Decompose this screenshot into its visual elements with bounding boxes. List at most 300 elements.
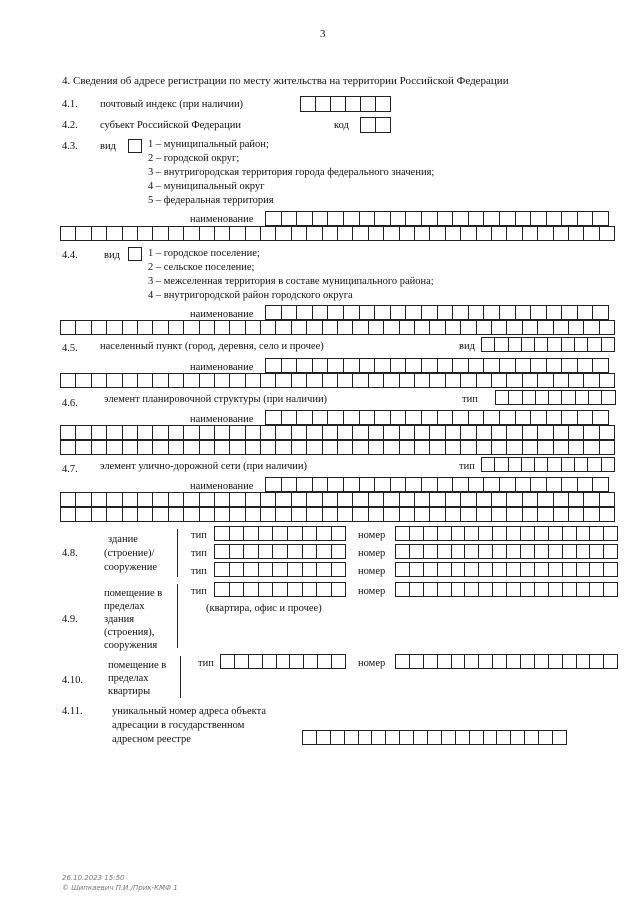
input-cell[interactable] xyxy=(291,507,307,522)
input-cell[interactable] xyxy=(395,562,410,577)
input-cell[interactable] xyxy=(390,358,407,373)
input-cell[interactable] xyxy=(603,654,618,669)
input-cell[interactable] xyxy=(492,582,507,597)
input-cell[interactable] xyxy=(561,211,578,226)
input-cell[interactable] xyxy=(229,507,245,522)
input-cell[interactable] xyxy=(427,730,442,745)
input-cell[interactable] xyxy=(383,440,399,455)
input-cell[interactable] xyxy=(553,373,569,388)
input-cell[interactable] xyxy=(322,373,338,388)
input-cell[interactable] xyxy=(337,226,353,241)
input-cell[interactable] xyxy=(577,477,594,492)
input-cell[interactable] xyxy=(546,305,563,320)
input-cell[interactable] xyxy=(481,337,495,352)
street-type-field[interactable] xyxy=(481,457,614,472)
input-cell[interactable] xyxy=(390,410,407,425)
input-cell[interactable] xyxy=(272,562,288,577)
input-cell[interactable] xyxy=(316,544,332,559)
input-cell[interactable] xyxy=(214,507,230,522)
building-type-field-1[interactable] xyxy=(214,526,345,541)
input-cell[interactable] xyxy=(260,320,276,335)
input-cell[interactable] xyxy=(568,226,584,241)
input-cell[interactable] xyxy=(374,477,391,492)
input-cell[interactable] xyxy=(603,544,618,559)
input-cell[interactable] xyxy=(276,654,291,669)
input-cell[interactable] xyxy=(445,320,461,335)
input-cell[interactable] xyxy=(91,492,107,507)
input-cell[interactable] xyxy=(106,440,122,455)
input-cell[interactable] xyxy=(546,410,563,425)
input-cell[interactable] xyxy=(352,373,368,388)
input-cell[interactable] xyxy=(152,440,168,455)
input-cell[interactable] xyxy=(315,96,331,112)
input-cell[interactable] xyxy=(75,226,91,241)
input-cell[interactable] xyxy=(306,492,322,507)
apartment-room-type-field[interactable] xyxy=(220,654,345,669)
input-cell[interactable] xyxy=(306,507,322,522)
input-cell[interactable] xyxy=(337,507,353,522)
input-cell[interactable] xyxy=(229,226,245,241)
input-cell[interactable] xyxy=(553,425,569,440)
input-cell[interactable] xyxy=(483,730,498,745)
input-cell[interactable] xyxy=(478,526,493,541)
region-code-field[interactable] xyxy=(360,117,390,133)
input-cell[interactable] xyxy=(214,440,230,455)
input-cell[interactable] xyxy=(214,320,230,335)
input-cell[interactable] xyxy=(423,544,438,559)
input-cell[interactable] xyxy=(603,562,618,577)
input-cell[interactable] xyxy=(405,410,422,425)
input-cell[interactable] xyxy=(302,582,318,597)
input-cell[interactable] xyxy=(547,337,561,352)
locality-type-field[interactable] xyxy=(481,337,614,352)
input-cell[interactable] xyxy=(583,492,599,507)
input-cell[interactable] xyxy=(352,226,368,241)
input-cell[interactable] xyxy=(383,226,399,241)
input-cell[interactable] xyxy=(60,425,76,440)
input-cell[interactable] xyxy=(548,390,562,405)
input-cell[interactable] xyxy=(561,410,578,425)
input-cell[interactable] xyxy=(229,425,245,440)
input-cell[interactable] xyxy=(522,492,538,507)
input-cell[interactable] xyxy=(499,477,516,492)
input-cell[interactable] xyxy=(327,211,344,226)
input-cell[interactable] xyxy=(423,654,438,669)
input-cell[interactable] xyxy=(522,425,538,440)
input-cell[interactable] xyxy=(265,477,282,492)
input-cell[interactable] xyxy=(491,226,507,241)
input-cell[interactable] xyxy=(281,477,298,492)
input-cell[interactable] xyxy=(281,305,298,320)
input-cell[interactable] xyxy=(91,440,107,455)
input-cell[interactable] xyxy=(275,320,291,335)
input-cell[interactable] xyxy=(322,492,338,507)
input-cell[interactable] xyxy=(137,507,153,522)
input-cell[interactable] xyxy=(445,440,461,455)
input-cell[interactable] xyxy=(478,544,493,559)
input-cell[interactable] xyxy=(331,526,347,541)
input-cell[interactable] xyxy=(452,358,469,373)
street-name-field-row1[interactable] xyxy=(265,477,608,492)
input-cell[interactable] xyxy=(537,320,553,335)
input-cell[interactable] xyxy=(601,337,615,352)
input-cell[interactable] xyxy=(414,373,430,388)
input-cell[interactable] xyxy=(491,373,507,388)
input-cell[interactable] xyxy=(552,730,567,745)
input-cell[interactable] xyxy=(421,410,438,425)
input-cell[interactable] xyxy=(322,226,338,241)
input-cell[interactable] xyxy=(405,477,422,492)
input-cell[interactable] xyxy=(481,457,495,472)
input-cell[interactable] xyxy=(451,582,466,597)
input-cell[interactable] xyxy=(316,582,332,597)
input-cell[interactable] xyxy=(275,226,291,241)
input-cell[interactable] xyxy=(374,211,391,226)
apartment-room-number-field[interactable] xyxy=(395,654,617,669)
input-cell[interactable] xyxy=(469,730,484,745)
input-cell[interactable] xyxy=(520,544,535,559)
input-cell[interactable] xyxy=(506,526,521,541)
input-cell[interactable] xyxy=(229,492,245,507)
input-cell[interactable] xyxy=(137,492,153,507)
input-cell[interactable] xyxy=(589,526,604,541)
input-cell[interactable] xyxy=(258,544,274,559)
input-cell[interactable] xyxy=(229,320,245,335)
input-cell[interactable] xyxy=(306,373,322,388)
input-cell[interactable] xyxy=(312,477,329,492)
input-cell[interactable] xyxy=(302,544,318,559)
input-cell[interactable] xyxy=(390,211,407,226)
input-cell[interactable] xyxy=(296,410,313,425)
input-cell[interactable] xyxy=(168,226,184,241)
input-cell[interactable] xyxy=(302,730,317,745)
input-cell[interactable] xyxy=(122,373,138,388)
input-cell[interactable] xyxy=(421,477,438,492)
input-cell[interactable] xyxy=(327,410,344,425)
input-cell[interactable] xyxy=(303,654,318,669)
input-cell[interactable] xyxy=(91,373,107,388)
input-cell[interactable] xyxy=(464,544,479,559)
input-cell[interactable] xyxy=(561,457,575,472)
input-cell[interactable] xyxy=(214,562,230,577)
input-cell[interactable] xyxy=(592,410,609,425)
input-cell[interactable] xyxy=(345,96,361,112)
input-cell[interactable] xyxy=(494,457,508,472)
input-cell[interactable] xyxy=(199,425,215,440)
input-cell[interactable] xyxy=(395,582,410,597)
input-cell[interactable] xyxy=(537,492,553,507)
input-cell[interactable] xyxy=(287,544,303,559)
input-cell[interactable] xyxy=(122,507,138,522)
input-cell[interactable] xyxy=(589,654,604,669)
input-cell[interactable] xyxy=(553,226,569,241)
planning-structure-name-field-row1[interactable] xyxy=(265,410,608,425)
input-cell[interactable] xyxy=(534,526,549,541)
input-cell[interactable] xyxy=(316,526,332,541)
input-cell[interactable] xyxy=(183,320,199,335)
input-cell[interactable] xyxy=(312,358,329,373)
input-cell[interactable] xyxy=(260,226,276,241)
input-cell[interactable] xyxy=(137,425,153,440)
input-cell[interactable] xyxy=(538,730,553,745)
input-cell[interactable] xyxy=(272,544,288,559)
input-cell[interactable] xyxy=(460,373,476,388)
input-cell[interactable] xyxy=(445,492,461,507)
input-cell[interactable] xyxy=(214,425,230,440)
input-cell[interactable] xyxy=(352,425,368,440)
input-cell[interactable] xyxy=(395,654,410,669)
input-cell[interactable] xyxy=(106,492,122,507)
input-cell[interactable] xyxy=(60,320,76,335)
input-cell[interactable] xyxy=(451,544,466,559)
input-cell[interactable] xyxy=(337,440,353,455)
input-cell[interactable] xyxy=(599,440,615,455)
input-cell[interactable] xyxy=(506,373,522,388)
input-cell[interactable] xyxy=(534,582,549,597)
input-cell[interactable] xyxy=(576,562,591,577)
input-cell[interactable] xyxy=(587,337,601,352)
input-cell[interactable] xyxy=(75,373,91,388)
input-cell[interactable] xyxy=(168,320,184,335)
input-cell[interactable] xyxy=(534,562,549,577)
input-cell[interactable] xyxy=(521,457,535,472)
input-cell[interactable] xyxy=(352,492,368,507)
planning-structure-name-field-row3[interactable] xyxy=(60,440,614,455)
input-cell[interactable] xyxy=(588,390,602,405)
input-cell[interactable] xyxy=(603,526,618,541)
input-cell[interactable] xyxy=(343,358,360,373)
input-cell[interactable] xyxy=(603,582,618,597)
input-cell[interactable] xyxy=(561,477,578,492)
input-cell[interactable] xyxy=(265,410,282,425)
input-cell[interactable] xyxy=(530,358,547,373)
input-cell[interactable] xyxy=(405,211,422,226)
input-cell[interactable] xyxy=(520,526,535,541)
input-cell[interactable] xyxy=(316,730,331,745)
input-cell[interactable] xyxy=(214,373,230,388)
input-cell[interactable] xyxy=(437,211,454,226)
input-cell[interactable] xyxy=(414,226,430,241)
locality-name-field-row2[interactable] xyxy=(60,373,614,388)
input-cell[interactable] xyxy=(548,654,563,669)
input-cell[interactable] xyxy=(229,582,245,597)
input-cell[interactable] xyxy=(409,544,424,559)
input-cell[interactable] xyxy=(106,320,122,335)
building-number-field-2[interactable] xyxy=(395,544,617,559)
input-cell[interactable] xyxy=(562,562,577,577)
input-cell[interactable] xyxy=(359,211,376,226)
input-cell[interactable] xyxy=(577,358,594,373)
input-cell[interactable] xyxy=(568,507,584,522)
input-cell[interactable] xyxy=(260,425,276,440)
input-cell[interactable] xyxy=(220,654,235,669)
input-cell[interactable] xyxy=(368,226,384,241)
input-cell[interactable] xyxy=(152,373,168,388)
premises-type-field[interactable] xyxy=(214,582,345,597)
input-cell[interactable] xyxy=(368,492,384,507)
input-cell[interactable] xyxy=(483,305,500,320)
input-cell[interactable] xyxy=(522,440,538,455)
input-cell[interactable] xyxy=(229,544,245,559)
input-cell[interactable] xyxy=(506,425,522,440)
input-cell[interactable] xyxy=(306,425,322,440)
input-cell[interactable] xyxy=(275,425,291,440)
input-cell[interactable] xyxy=(429,373,445,388)
input-cell[interactable] xyxy=(291,440,307,455)
input-cell[interactable] xyxy=(468,477,485,492)
input-cell[interactable] xyxy=(60,226,76,241)
input-cell[interactable] xyxy=(359,410,376,425)
input-cell[interactable] xyxy=(199,507,215,522)
input-cell[interactable] xyxy=(492,654,507,669)
input-cell[interactable] xyxy=(296,305,313,320)
input-cell[interactable] xyxy=(243,582,259,597)
input-cell[interactable] xyxy=(106,226,122,241)
input-cell[interactable] xyxy=(331,582,347,597)
input-cell[interactable] xyxy=(478,582,493,597)
input-cell[interactable] xyxy=(359,477,376,492)
input-cell[interactable] xyxy=(464,654,479,669)
input-cell[interactable] xyxy=(510,730,525,745)
input-cell[interactable] xyxy=(521,337,535,352)
input-cell[interactable] xyxy=(258,582,274,597)
input-cell[interactable] xyxy=(106,507,122,522)
input-cell[interactable] xyxy=(429,425,445,440)
input-cell[interactable] xyxy=(583,507,599,522)
input-cell[interactable] xyxy=(515,410,532,425)
input-cell[interactable] xyxy=(423,562,438,577)
input-cell[interactable] xyxy=(553,440,569,455)
input-cell[interactable] xyxy=(561,390,575,405)
street-name-field-row2[interactable] xyxy=(60,492,614,507)
input-cell[interactable] xyxy=(343,211,360,226)
input-cell[interactable] xyxy=(331,544,347,559)
input-cell[interactable] xyxy=(599,226,615,241)
input-cell[interactable] xyxy=(302,562,318,577)
input-cell[interactable] xyxy=(561,305,578,320)
input-cell[interactable] xyxy=(214,526,230,541)
input-cell[interactable] xyxy=(331,654,346,669)
input-cell[interactable] xyxy=(75,492,91,507)
input-cell[interactable] xyxy=(360,117,376,133)
input-cell[interactable] xyxy=(229,440,245,455)
input-cell[interactable] xyxy=(368,425,384,440)
input-cell[interactable] xyxy=(492,526,507,541)
input-cell[interactable] xyxy=(499,211,516,226)
building-type-field-3[interactable] xyxy=(214,562,345,577)
input-cell[interactable] xyxy=(437,358,454,373)
input-cell[interactable] xyxy=(243,544,259,559)
input-cell[interactable] xyxy=(137,440,153,455)
input-cell[interactable] xyxy=(245,492,261,507)
input-cell[interactable] xyxy=(312,410,329,425)
input-cell[interactable] xyxy=(437,544,452,559)
input-cell[interactable] xyxy=(460,320,476,335)
input-cell[interactable] xyxy=(508,337,522,352)
input-cell[interactable] xyxy=(520,562,535,577)
input-cell[interactable] xyxy=(599,320,615,335)
input-cell[interactable] xyxy=(592,358,609,373)
input-cell[interactable] xyxy=(592,211,609,226)
input-cell[interactable] xyxy=(437,410,454,425)
address-id-field[interactable] xyxy=(302,730,566,745)
input-cell[interactable] xyxy=(75,507,91,522)
input-cell[interactable] xyxy=(368,440,384,455)
input-cell[interactable] xyxy=(214,544,230,559)
input-cell[interactable] xyxy=(530,211,547,226)
input-cell[interactable] xyxy=(441,730,456,745)
input-cell[interactable] xyxy=(506,492,522,507)
input-cell[interactable] xyxy=(423,582,438,597)
input-cell[interactable] xyxy=(296,358,313,373)
input-cell[interactable] xyxy=(515,477,532,492)
input-cell[interactable] xyxy=(562,582,577,597)
input-cell[interactable] xyxy=(358,730,373,745)
input-cell[interactable] xyxy=(577,410,594,425)
input-cell[interactable] xyxy=(183,492,199,507)
input-cell[interactable] xyxy=(452,305,469,320)
input-cell[interactable] xyxy=(599,492,615,507)
input-cell[interactable] xyxy=(260,507,276,522)
input-cell[interactable] xyxy=(414,425,430,440)
street-name-field-row3[interactable] xyxy=(60,507,614,522)
input-cell[interactable] xyxy=(587,457,601,472)
input-cell[interactable] xyxy=(375,96,391,112)
input-cell[interactable] xyxy=(352,507,368,522)
input-cell[interactable] xyxy=(421,358,438,373)
input-cell[interactable] xyxy=(275,507,291,522)
input-cell[interactable] xyxy=(553,492,569,507)
input-cell[interactable] xyxy=(122,226,138,241)
input-cell[interactable] xyxy=(577,305,594,320)
input-cell[interactable] xyxy=(91,320,107,335)
input-cell[interactable] xyxy=(322,425,338,440)
input-cell[interactable] xyxy=(409,562,424,577)
input-cell[interactable] xyxy=(265,211,282,226)
input-cell[interactable] xyxy=(331,562,347,577)
input-cell[interactable] xyxy=(506,320,522,335)
input-cell[interactable] xyxy=(275,492,291,507)
input-cell[interactable] xyxy=(352,320,368,335)
input-cell[interactable] xyxy=(506,544,521,559)
input-cell[interactable] xyxy=(375,117,391,133)
input-cell[interactable] xyxy=(574,337,588,352)
input-cell[interactable] xyxy=(122,492,138,507)
input-cell[interactable] xyxy=(506,562,521,577)
input-cell[interactable] xyxy=(359,305,376,320)
input-cell[interactable] xyxy=(316,562,332,577)
input-cell[interactable] xyxy=(395,544,410,559)
input-cell[interactable] xyxy=(168,440,184,455)
input-cell[interactable] xyxy=(75,425,91,440)
input-cell[interactable] xyxy=(451,526,466,541)
input-cell[interactable] xyxy=(451,562,466,577)
input-cell[interactable] xyxy=(451,654,466,669)
input-cell[interactable] xyxy=(275,373,291,388)
input-cell[interactable] xyxy=(287,562,303,577)
input-cell[interactable] xyxy=(152,226,168,241)
input-cell[interactable] xyxy=(429,226,445,241)
input-cell[interactable] xyxy=(568,320,584,335)
input-cell[interactable] xyxy=(199,373,215,388)
input-cell[interactable] xyxy=(245,226,261,241)
input-cell[interactable] xyxy=(296,477,313,492)
input-cell[interactable] xyxy=(589,582,604,597)
input-cell[interactable] xyxy=(589,562,604,577)
input-cell[interactable] xyxy=(399,373,415,388)
postal-code-field[interactable] xyxy=(300,96,390,112)
input-cell[interactable] xyxy=(464,526,479,541)
